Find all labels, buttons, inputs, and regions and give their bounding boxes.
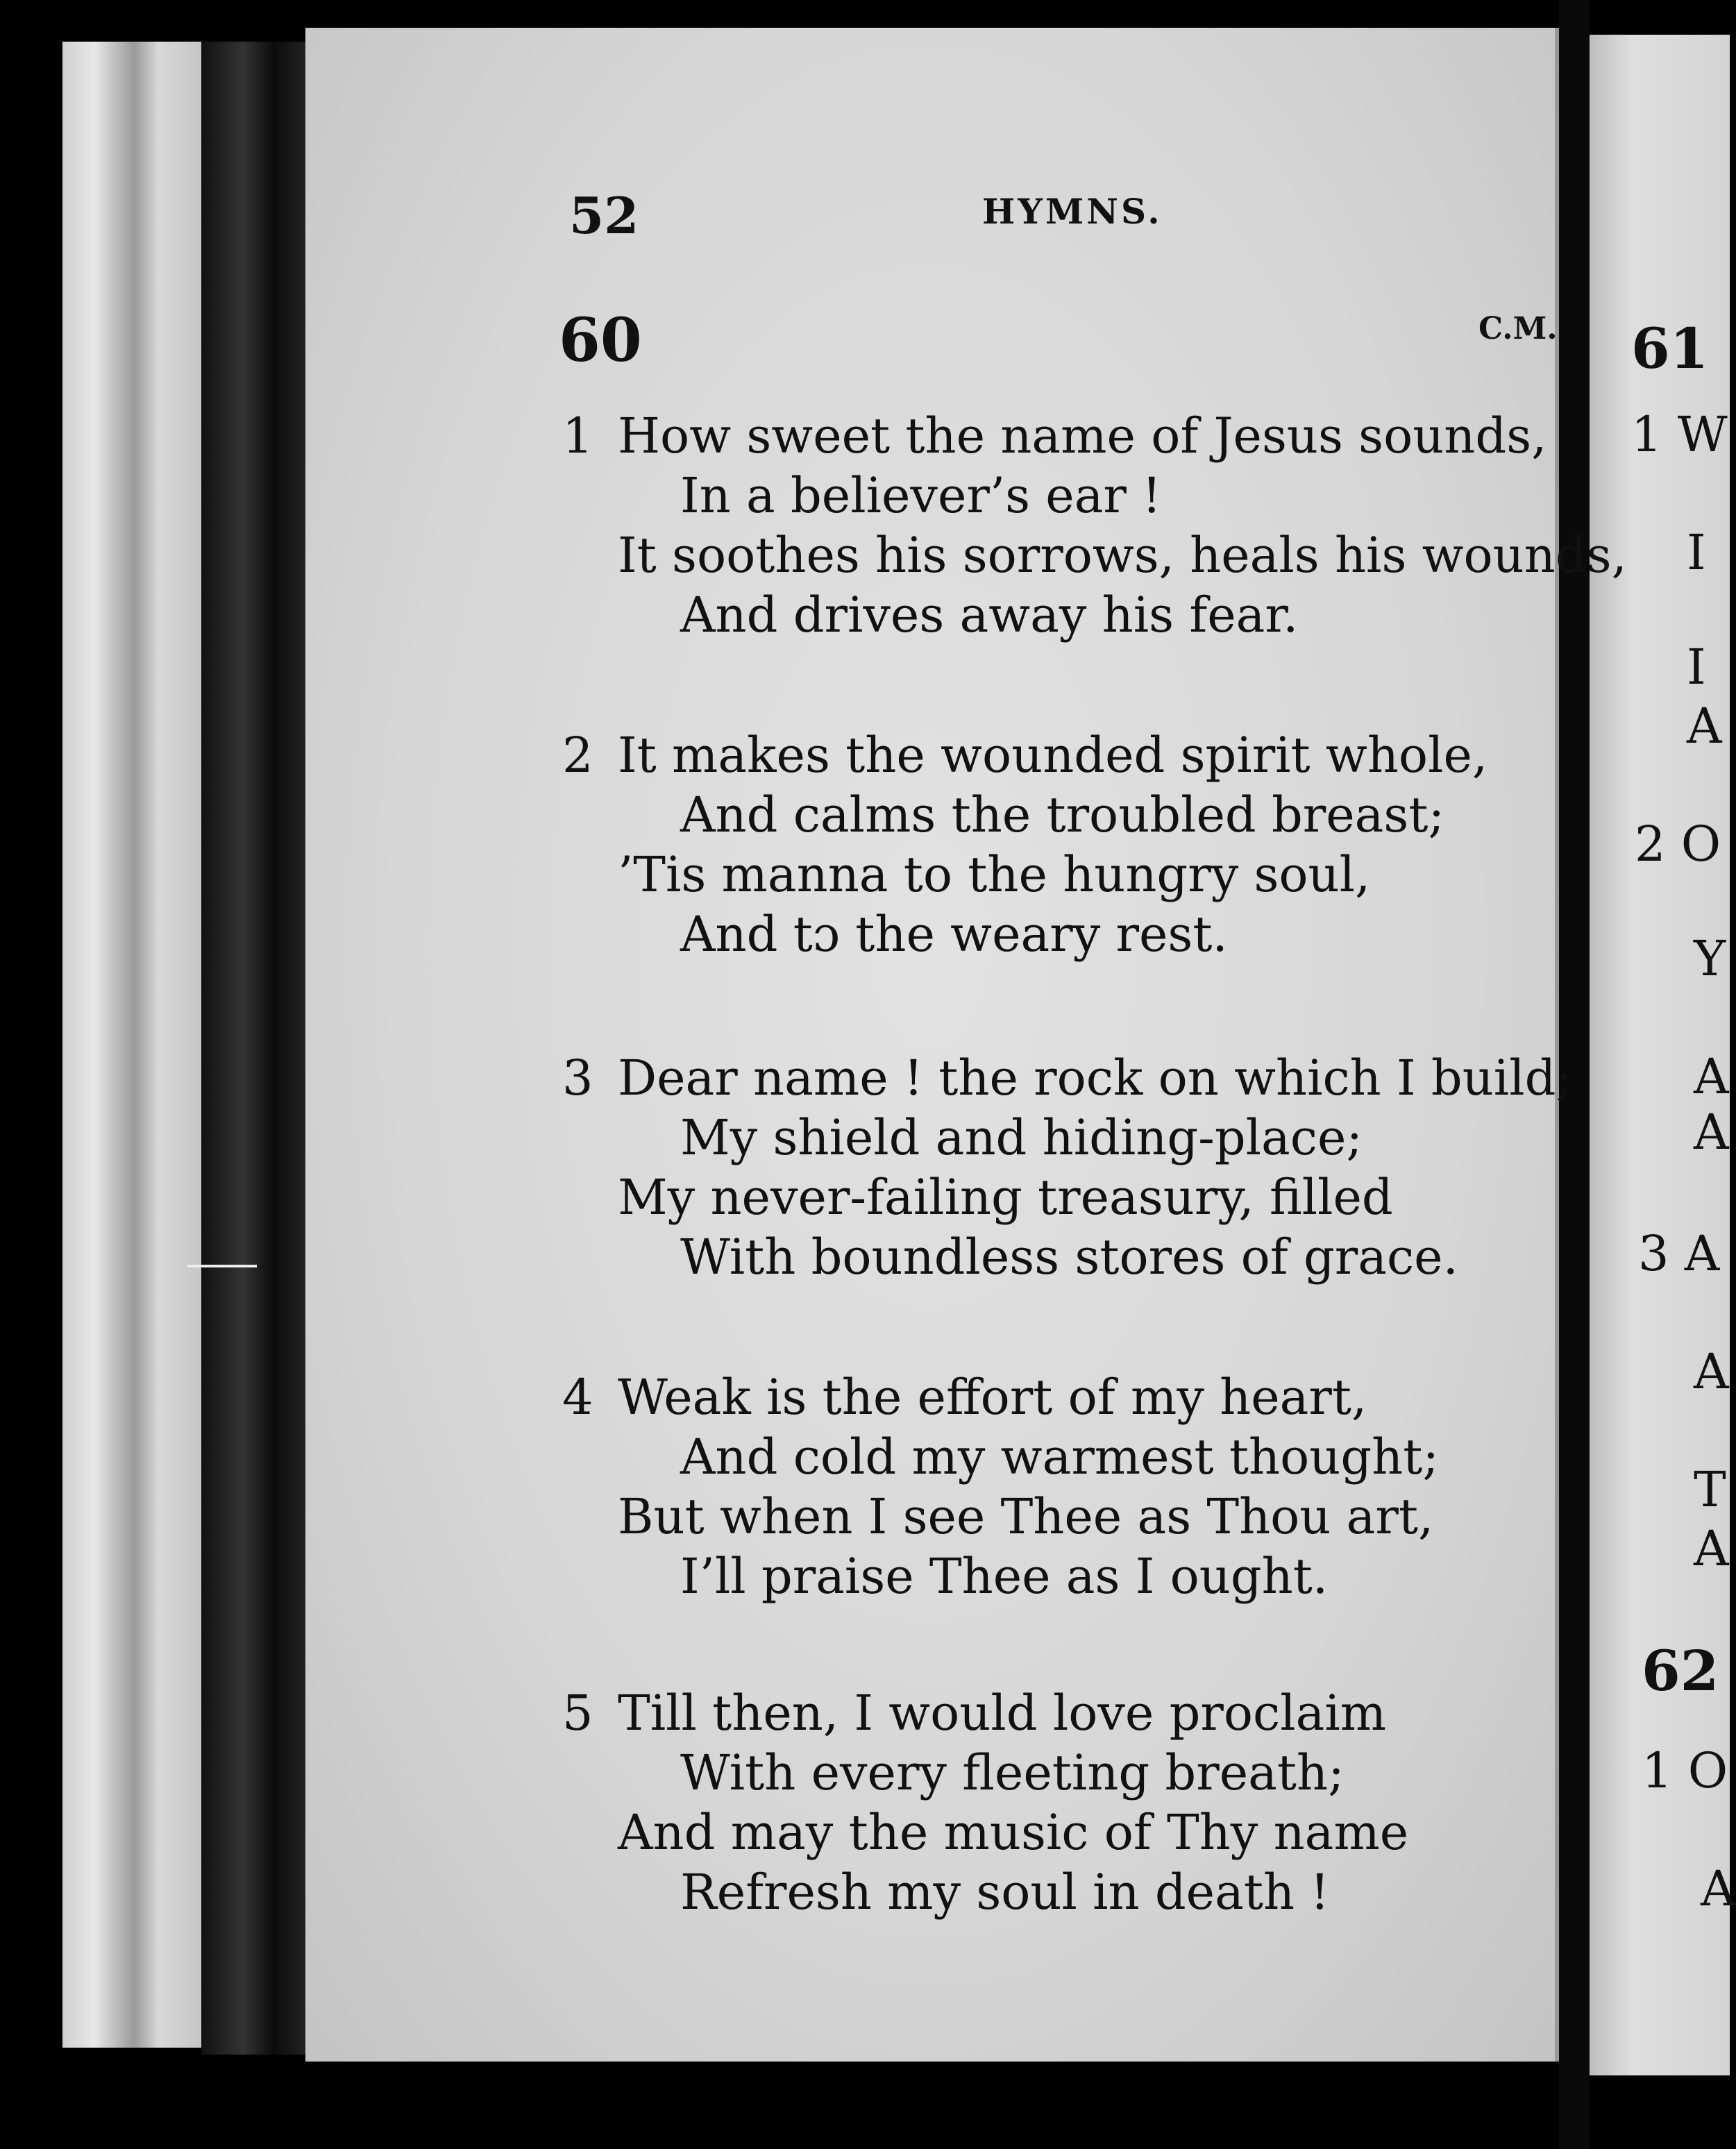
stanza-2 bbox=[562, 725, 1562, 964]
stanza-line: With every fleeting breath; bbox=[680, 1744, 1345, 1801]
stanza-number: 5 bbox=[562, 1685, 593, 1742]
next-page-fragment: A bbox=[1687, 698, 1722, 755]
next-page-fragment: 2 O bbox=[1635, 816, 1721, 873]
stanza-line: My shield and hiding-place; bbox=[680, 1109, 1363, 1166]
next-page-fragment: T bbox=[1694, 1461, 1726, 1518]
stanza-line: And calms the troubled breast; bbox=[680, 786, 1445, 843]
stanza-line bbox=[562, 1048, 1572, 1108]
stanza-line: My never-failing treasury, filled bbox=[618, 1169, 1393, 1226]
stanza-line-text: Weak is the effort of my heart, bbox=[618, 1369, 1367, 1426]
stanza-line: And drives away his fear. bbox=[680, 587, 1299, 643]
stanza-line bbox=[562, 1683, 1562, 1743]
next-page-fragment: 1 O bbox=[1642, 1742, 1728, 1799]
stanza-4 bbox=[562, 1367, 1562, 1606]
page-block-edge bbox=[201, 42, 305, 2055]
stanza-line: And tɔ the weary rest. bbox=[680, 906, 1228, 963]
stanza-line-text: Dear name ! the rock on which I build; bbox=[618, 1050, 1572, 1106]
stanza-line bbox=[562, 725, 1562, 785]
next-page-fragment: I bbox=[1687, 639, 1706, 696]
stanza-number: 1 bbox=[562, 407, 593, 464]
stanza-line-text: It makes the wounded spirit whole, bbox=[618, 727, 1488, 784]
stanza-line: With boundless stores of grace. bbox=[680, 1229, 1458, 1286]
next-hymn-number: 62 bbox=[1642, 1638, 1719, 1703]
next-page-fragment: 1 W bbox=[1631, 406, 1728, 463]
next-hymn-number: 61 bbox=[1631, 316, 1709, 381]
stanza-line: Refresh my soul in death ! bbox=[680, 1864, 1330, 1921]
stanza-line: And cold my warmest thought; bbox=[680, 1429, 1439, 1485]
edge-mark bbox=[187, 1265, 257, 1267]
stanza-line bbox=[562, 406, 1562, 466]
stanza-line: ’Tis manna to the hungry soul, bbox=[618, 846, 1371, 903]
stanza-number: 4 bbox=[562, 1369, 593, 1426]
stanza-1 bbox=[562, 406, 1627, 645]
book-edge bbox=[62, 42, 222, 2048]
next-page-fragment: 3 A bbox=[1638, 1225, 1720, 1282]
stanza-line-text: How sweet the name of Jesus sounds, bbox=[618, 407, 1547, 464]
stanza-line-text: Till then, I would love proclaim bbox=[618, 1685, 1387, 1742]
next-page-fragment: A bbox=[1694, 1520, 1729, 1577]
stanza-line: I’ll praise Thee as I ought. bbox=[680, 1548, 1329, 1605]
meter-label: C.M. bbox=[1478, 311, 1558, 346]
next-page-fragment: Y bbox=[1694, 930, 1726, 987]
next-page-fragment: A bbox=[1694, 1048, 1729, 1105]
stanza-number: 3 bbox=[562, 1050, 593, 1106]
next-page-fragment: A bbox=[1694, 1343, 1729, 1400]
stanza-3 bbox=[562, 1048, 1572, 1287]
page-number: 52 bbox=[569, 186, 639, 245]
stanza-number: 2 bbox=[562, 727, 593, 784]
stanza-line: But when I see Thee as Thou art, bbox=[618, 1488, 1434, 1545]
next-page-fragment: I bbox=[1687, 524, 1706, 581]
stanza-line: And may the music of Thy name bbox=[618, 1804, 1409, 1861]
running-title: HYMNS. bbox=[982, 191, 1163, 232]
next-page-fragment: A bbox=[1694, 1104, 1729, 1161]
stanza-line: In a believer’s ear ! bbox=[680, 467, 1162, 524]
stanza-line: It soothes his sorrows, heals his wounds, bbox=[618, 527, 1627, 584]
stanza-line bbox=[562, 1367, 1562, 1427]
next-page-fragment: A bbox=[1701, 1860, 1736, 1917]
stanza-5 bbox=[562, 1683, 1562, 1922]
hymn-number: 60 bbox=[559, 305, 642, 376]
